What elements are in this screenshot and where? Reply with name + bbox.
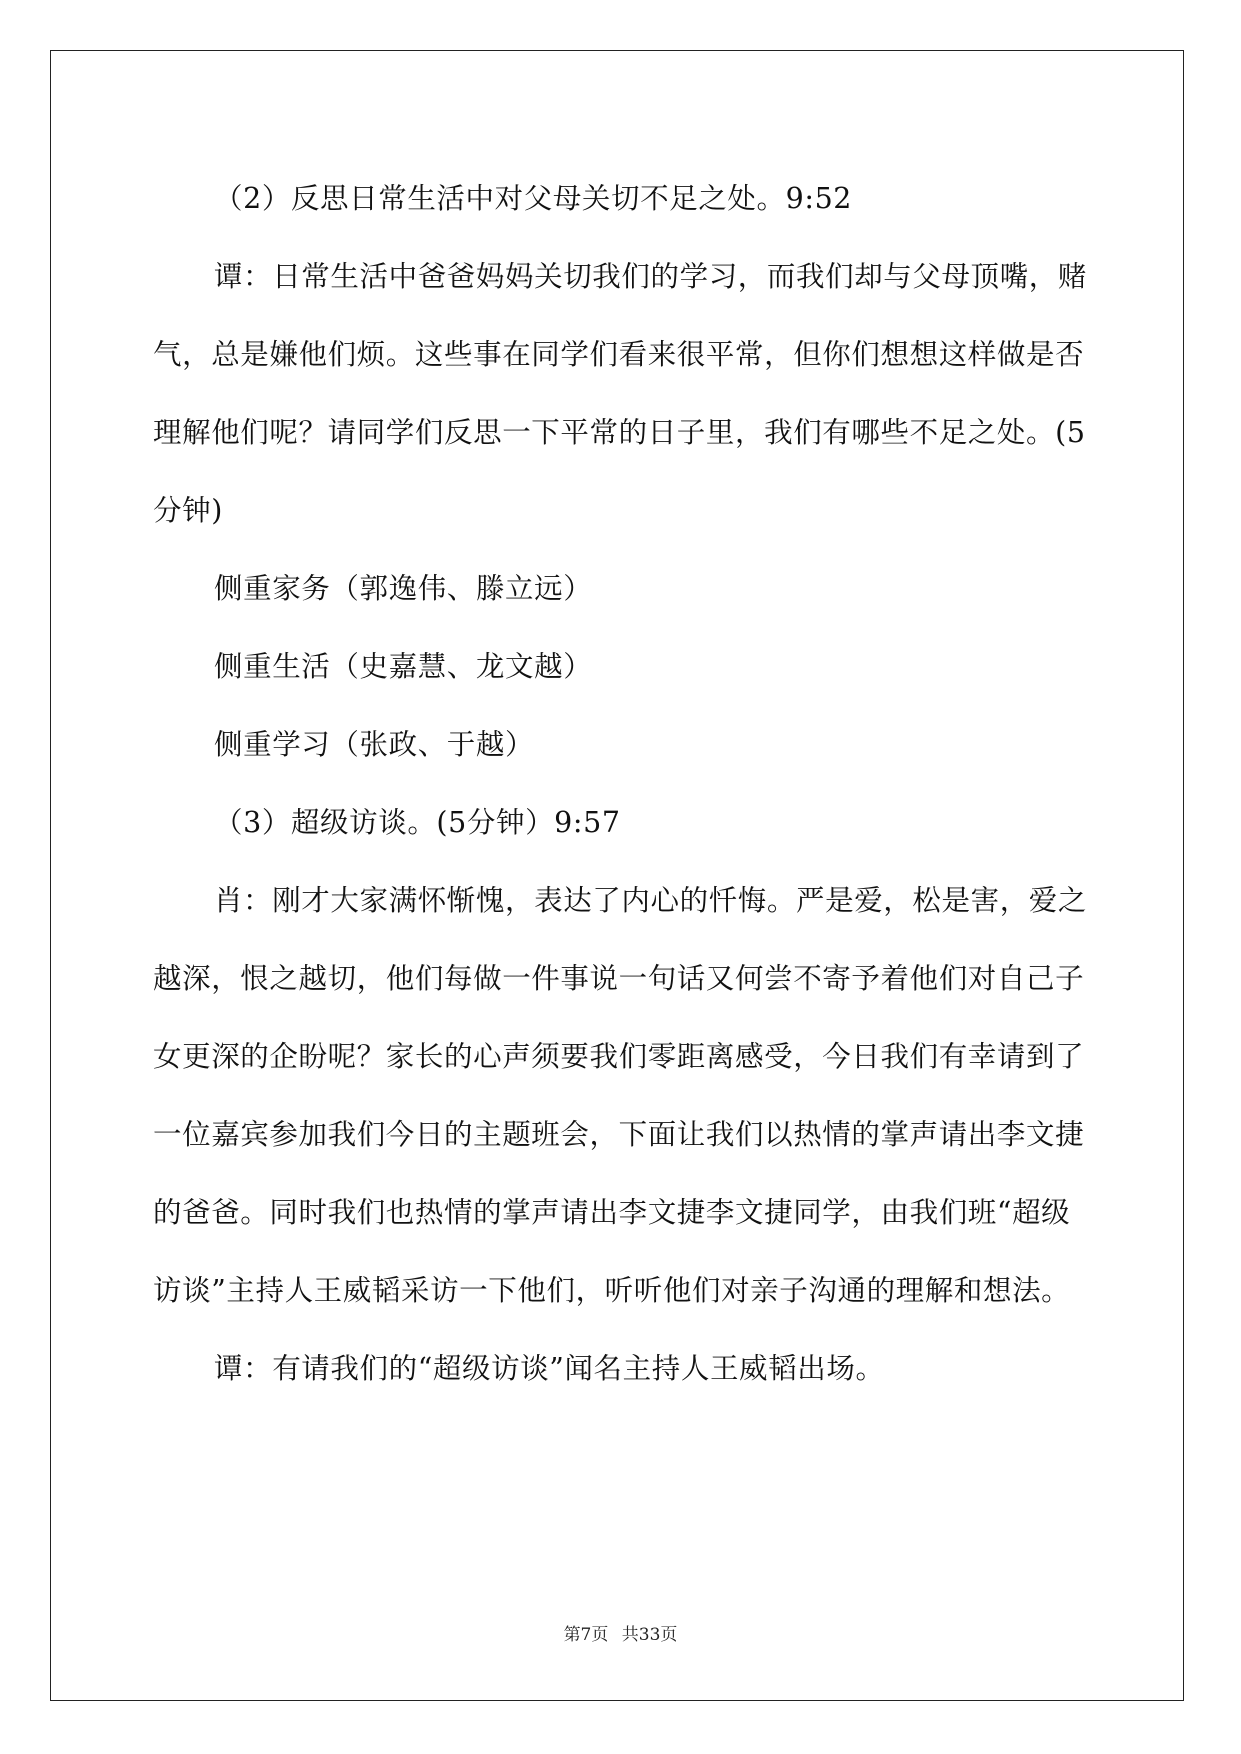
- paragraph-interview-heading: （3）超级访谈。(5分钟）9:57: [214, 806, 621, 839]
- paragraph-study-group: 侧重学习（张政、于越）: [214, 728, 535, 761]
- paragraph-tan-invite: 谭：有请我们的“超级访谈”闻名主持人王威韬出场。: [214, 1352, 885, 1385]
- paragraph-tan-reflection: 谭：日常生活中爸爸妈妈关切我们的学习，而我们却与父母顶嘴，赌气，总是嫌他们烦。这些事在同学们看来很平常，但你们想想这样做是否理解他们呢？请同学们反思一下平常的日子里，我们有哪些不足之处。(5分钟): [153, 260, 1088, 527]
- paragraph-housework-group: 侧重家务（郭逸伟、滕立远）: [214, 572, 593, 605]
- page-footer: [0, 1620, 1241, 1645]
- paragraph-reflection-heading: （2）反思日常生活中对父母关切不足之处。9:52: [214, 182, 853, 215]
- document-body: [153, 160, 1089, 1408]
- paragraph-life-group: 侧重生活（史嘉慧、龙文越）: [214, 650, 593, 683]
- page-number: 第7页: [563, 1625, 609, 1645]
- page-total: 共33页: [621, 1625, 678, 1645]
- paragraph-xiao-speech: 肖：刚才大家满怀惭愧，表达了内心的忏悔。严是爱，松是害，爱之越深，恨之越切，他们每做一件事说一句话又何尝不寄予着他们对自己子女更深的企盼呢？家长的心声须要我们零距离感受，今日我们有幸请到了一位嘉宾参加我们今日的主题班会，下面让我们以热情的掌声请出李文捷的爸爸。同时我们也热情的掌声请出李文捷李文捷同学，由我们班“超级访谈”主持人王威韬采访一下他们，听听他们对亲子沟通的理解和想法。: [153, 884, 1088, 1307]
